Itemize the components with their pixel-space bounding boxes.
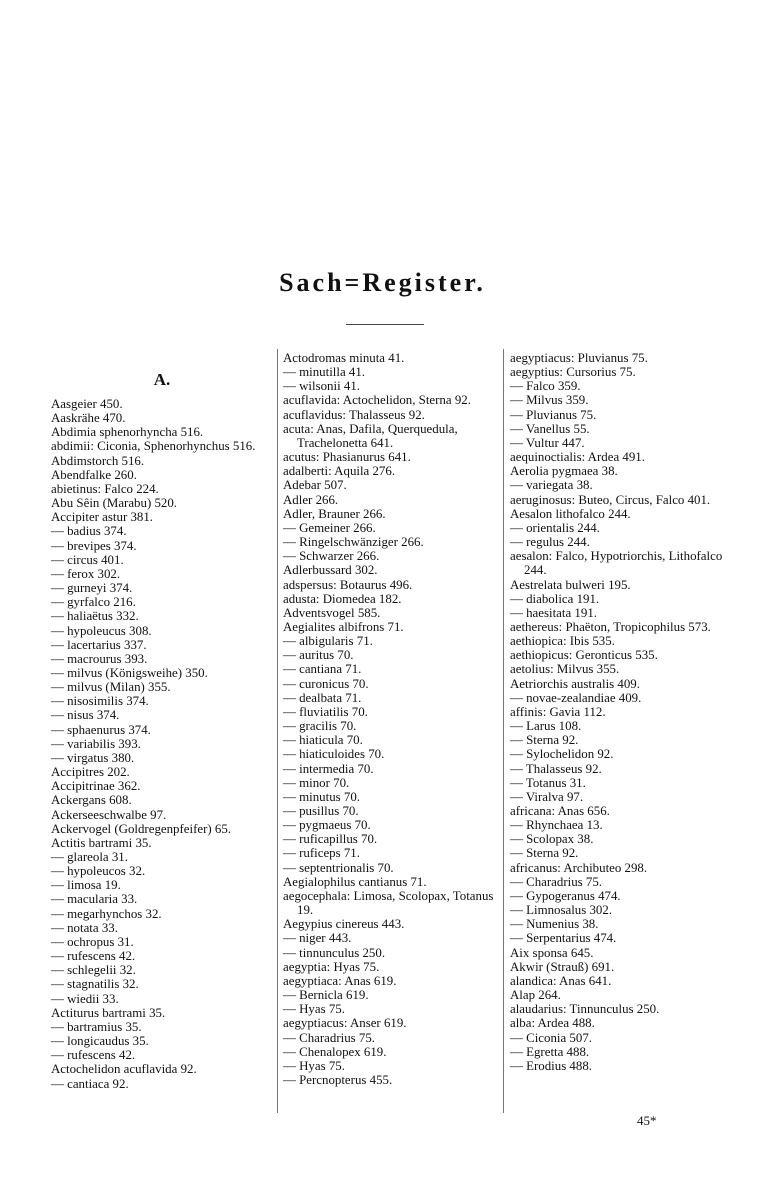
index-entry: — curonicus 70. <box>283 676 369 691</box>
index-entry: africana: Anas 656. <box>510 804 610 818</box>
index-entry: — macrourus 393. <box>51 651 148 666</box>
index-entry: aesalon: Falco, Hypotriorchis, Lithofalco 244. <box>510 549 723 578</box>
index-entry: alaudarius: Tinnunculus 250. <box>510 1002 660 1017</box>
index-entry: Alap 264. <box>510 988 561 1003</box>
index-entry: — minutus 70. <box>283 789 360 804</box>
index-entry: — septentrionalis 70. <box>283 860 394 875</box>
index-entry: adalberti: Aquila 276. <box>283 464 396 479</box>
index-entry: Aestrelata bulweri 195. <box>510 577 631 592</box>
index-entry: — glareola 31. <box>51 850 128 864</box>
index-entry: — Thalasseus 92. <box>510 761 602 776</box>
index-entry: Aegialites albifrons 71. <box>283 619 404 634</box>
index-entry: Ackervogel (Goldregenpfeifer) 65. <box>51 821 232 836</box>
index-entry: — Viralva 97. <box>510 789 584 804</box>
index-entry: — brevipes 374. <box>51 538 137 553</box>
index-entry: aetolius: Milvus 355. <box>510 662 620 677</box>
index-entry: — rufescens 42. <box>51 949 136 964</box>
index-entry: Accipitres 202. <box>51 765 130 780</box>
index-entry: — Egretta 488. <box>510 1044 590 1059</box>
index-entry: Abdimia sphenorhyncha 516. <box>51 425 204 440</box>
page-title: Sach=Register. <box>279 268 486 297</box>
index-entry: — badius 374. <box>51 524 127 539</box>
index-entry: — megarhynchos 32. <box>51 906 162 921</box>
index-entry: Actitis bartrami 35. <box>51 835 152 850</box>
index-entry: — Erodius 488. <box>510 1058 592 1073</box>
index-entry: — rufescens 42. <box>51 1048 136 1063</box>
index-entry: acutus: Phasianurus 641. <box>283 450 411 465</box>
index-entry: — Pluvianus 75. <box>510 407 597 422</box>
index-entry: — Totanus 31. <box>510 775 586 790</box>
index-entry: aegyptius: Cursorius 75. <box>510 365 636 380</box>
index-entry: — Numenius 38. <box>510 917 599 932</box>
index-entry: Aegialophilus cantianus 71. <box>283 874 427 889</box>
index-entry: Adler 266. <box>283 492 339 507</box>
index-entry: adusta: Diomedea 182. <box>283 591 402 606</box>
index-entry: — Ringelschwänziger 266. <box>283 535 424 550</box>
index-entry: aegyptiacus: Pluvianus 75. <box>510 351 648 365</box>
entry-list <box>283 351 501 1087</box>
index-entry: aegyptiaca: Anas 619. <box>283 973 397 988</box>
index-entry: Aaskrähe 470. <box>51 411 126 426</box>
index-entry: — hypoleucos 32. <box>51 864 146 879</box>
index-entry: — wiedii 33. <box>51 991 119 1006</box>
index-entry: Adler, Brauner 266. <box>283 506 386 521</box>
index-entry: — intermedia 70. <box>283 761 374 776</box>
index-entry: aequinoctialis: Ardea 491. <box>510 450 645 465</box>
column-divider <box>277 349 278 1113</box>
index-entry: — Serpentarius 474. <box>510 931 617 946</box>
index-entry: — ochropus 31. <box>51 934 134 949</box>
index-entry: — Falco 359. <box>510 379 581 394</box>
index-entry: Ackerseeschwalbe 97. <box>51 807 167 822</box>
index-entry: — Vultur 447. <box>510 435 585 450</box>
index-entry: Actochelidon acuflavida 92. <box>51 1062 197 1077</box>
index-entry: acuflavida: Actochelidon, Sterna 92. <box>283 393 471 408</box>
index-entry: — pygmaeus 70. <box>283 818 371 833</box>
index-entry: Akwir (Strauß) 691. <box>510 959 615 974</box>
index-entry: — Gemeiner 266. <box>283 520 376 535</box>
index-entry: — Gypogeranus 474. <box>510 888 621 903</box>
index-entry: — hiaticula 70. <box>283 733 363 748</box>
index-entry: Aix sponsa 645. <box>510 945 594 960</box>
index-entry: — fluviatilis 70. <box>283 704 368 719</box>
index-column-2 <box>283 351 501 1087</box>
index-entry: — Hyas 75. <box>283 1058 345 1073</box>
index-entry: — albigularis 71. <box>283 634 373 649</box>
index-entry: — gracilis 70. <box>283 719 357 734</box>
index-entry: Abu Sêin (Marabu) 520. <box>51 496 178 511</box>
index-entry: — Scolopax 38. <box>510 832 594 847</box>
index-entry: — milvus (Königsweihe) 350. <box>51 665 208 680</box>
index-entry: acuflavidus: Thalasseus 92. <box>283 407 425 422</box>
index-entry: — gyrfalco 216. <box>51 595 136 610</box>
index-entry: — auritus 70. <box>283 648 354 663</box>
index-entry: — sphaenurus 374. <box>51 722 151 737</box>
index-entry: — Rhynchaea 13. <box>510 818 603 833</box>
index-entry: Accipitrinae 362. <box>51 779 141 794</box>
index-entry: Abendfalke 260. <box>51 467 137 482</box>
index-entry: alandica: Anas 641. <box>510 973 612 988</box>
index-entry: — cantiaca 92. <box>51 1076 129 1091</box>
index-entry: — Sylochelidon 92. <box>510 747 614 762</box>
index-entry: — Charadrius 75. <box>510 874 603 889</box>
index-entry: aethereus: Phaëton, Tropicophilus 573. <box>510 619 711 634</box>
index-entry: — virgatus 380. <box>51 750 135 765</box>
index-entry: aegyptiacus: Anser 619. <box>283 1016 407 1031</box>
index-entry: — Ciconia 507. <box>510 1030 592 1045</box>
entry-list <box>51 397 273 1091</box>
index-entry: Adventsvogel 585. <box>283 605 381 620</box>
index-entry: affinis: Gavia 112. <box>510 704 606 719</box>
index-entry: — Charadrius 75. <box>283 1030 376 1045</box>
index-entry: — notata 33. <box>51 920 118 935</box>
index-entry: Accipiter astur 381. <box>51 510 154 525</box>
index-entry: — Limnosalus 302. <box>510 903 613 918</box>
index-entry: — Larus 108. <box>510 719 582 734</box>
index-entry: Aetriorchis australis 409. <box>510 676 640 691</box>
section-letter: A. <box>153 370 171 389</box>
index-entry: — bartramius 35. <box>51 1019 142 1034</box>
index-entry: — stagnatilis 32. <box>51 977 139 992</box>
index-entry: Aegypius cinereus 443. <box>283 917 405 932</box>
index-entry: — Percnopterus 455. <box>283 1072 393 1087</box>
page-number: 45* <box>637 1113 657 1128</box>
index-entry: — pusillus 70. <box>283 804 359 818</box>
index-entry: africanus: Archibuteo 298. <box>510 860 648 875</box>
index-entry: — haliaëtus 332. <box>51 609 139 624</box>
index-entry: — gurneyi 374. <box>51 581 133 596</box>
index-entry: aethiopicus: Geronticus 535. <box>510 648 658 663</box>
column-divider <box>503 349 504 1113</box>
index-entry: Adebar 507. <box>283 478 347 493</box>
index-entry: — milvus (Milan) 355. <box>51 680 171 695</box>
index-entry: — minor 70. <box>283 775 350 790</box>
index-entry: Adlerbussard 302. <box>283 563 378 578</box>
index-entry: — wilsonii 41. <box>283 379 360 394</box>
index-entry: — orientalis 244. <box>510 520 600 535</box>
index-entry: — nisus 374. <box>51 708 120 723</box>
index-entry: aegocephala: Limosa, Scolopax, Totanus 19. <box>283 888 494 918</box>
index-entry: — circus 401. <box>51 552 124 567</box>
index-column-3 <box>510 351 735 1073</box>
index-entry: Aerolia pygmaea 38. <box>510 464 618 479</box>
index-entry: — minutilla 41. <box>283 365 365 380</box>
index-entry: aegyptia: Hyas 75. <box>283 959 380 974</box>
index-entry: — ferox 302. <box>51 566 121 581</box>
index-entry: — diabolica 191. <box>510 591 600 606</box>
index-entry: — Bernicla 619. <box>283 988 369 1003</box>
index-entry: — tinnunculus 250. <box>283 945 386 960</box>
index-entry: — Milvus 359. <box>510 393 589 408</box>
index-entry: aeruginosus: Buteo, Circus, Falco 401. <box>510 492 711 507</box>
index-entry: — Hyas 75. <box>283 1002 345 1017</box>
index-entry: — variegata 38. <box>510 478 593 493</box>
index-column-1 <box>51 351 273 1091</box>
index-entry: — haesitata 191. <box>510 605 597 620</box>
index-entry: Ackergans 608. <box>51 793 132 808</box>
entry-list <box>510 351 735 1073</box>
index-entry: — limosa 19. <box>51 878 121 893</box>
index-entry: — hiaticuloides 70. <box>283 747 385 762</box>
index-entry: — Vanellus 55. <box>510 421 590 436</box>
index-entry: Aesalon lithofalco 244. <box>510 506 631 521</box>
index-entry: — novae-zealandiae 409. <box>510 690 642 705</box>
index-entry: Abdimstorch 516. <box>51 453 145 468</box>
title-rule <box>346 324 424 325</box>
index-entry: aethiopica: Ibis 535. <box>510 634 615 649</box>
index-entry: — dealbata 71. <box>283 690 362 705</box>
index-entry: — nisosimilis 374. <box>51 694 149 709</box>
index-entry: Actodromas minuta 41. <box>283 351 405 365</box>
index-entry: — variabilis 393. <box>51 736 141 751</box>
index-entry: — schlegelii 32. <box>51 963 136 978</box>
index-entry: Aasgeier 450. <box>51 397 123 411</box>
index-entry: — Sterna 92. <box>510 846 579 861</box>
index-entry: abdimii: Ciconia, Sphenorhynchus 516. <box>51 439 256 454</box>
index-entry: — hypoleucus 308. <box>51 623 152 638</box>
index-entry: — Sterna 92. <box>510 733 579 748</box>
index-entry: — macularia 33. <box>51 892 138 907</box>
index-entry: adspersus: Botaurus 496. <box>283 577 413 592</box>
index-entry: — niger 443. <box>283 931 352 946</box>
index-entry: — ruficapillus 70. <box>283 832 378 847</box>
index-entry: abietinus: Falco 224. <box>51 481 159 496</box>
index-entry: alba: Ardea 488. <box>510 1016 595 1031</box>
index-entry: — longicaudus 35. <box>51 1034 149 1049</box>
index-entry: — ruficeps 71. <box>283 846 360 861</box>
index-entry: Actiturus bartrami 35. <box>51 1005 166 1020</box>
index-entry: — lacertarius 337. <box>51 637 147 652</box>
index-entry: — Chenalopex 619. <box>283 1044 387 1059</box>
index-entry: — regulus 244. <box>510 535 590 550</box>
index-entry: — Schwarzer 266. <box>283 549 380 564</box>
index-entry: — cantiana 71. <box>283 662 362 677</box>
index-entry: acuta: Anas, Dafila, Querquedula, Trachelonetta 641. <box>283 421 458 450</box>
